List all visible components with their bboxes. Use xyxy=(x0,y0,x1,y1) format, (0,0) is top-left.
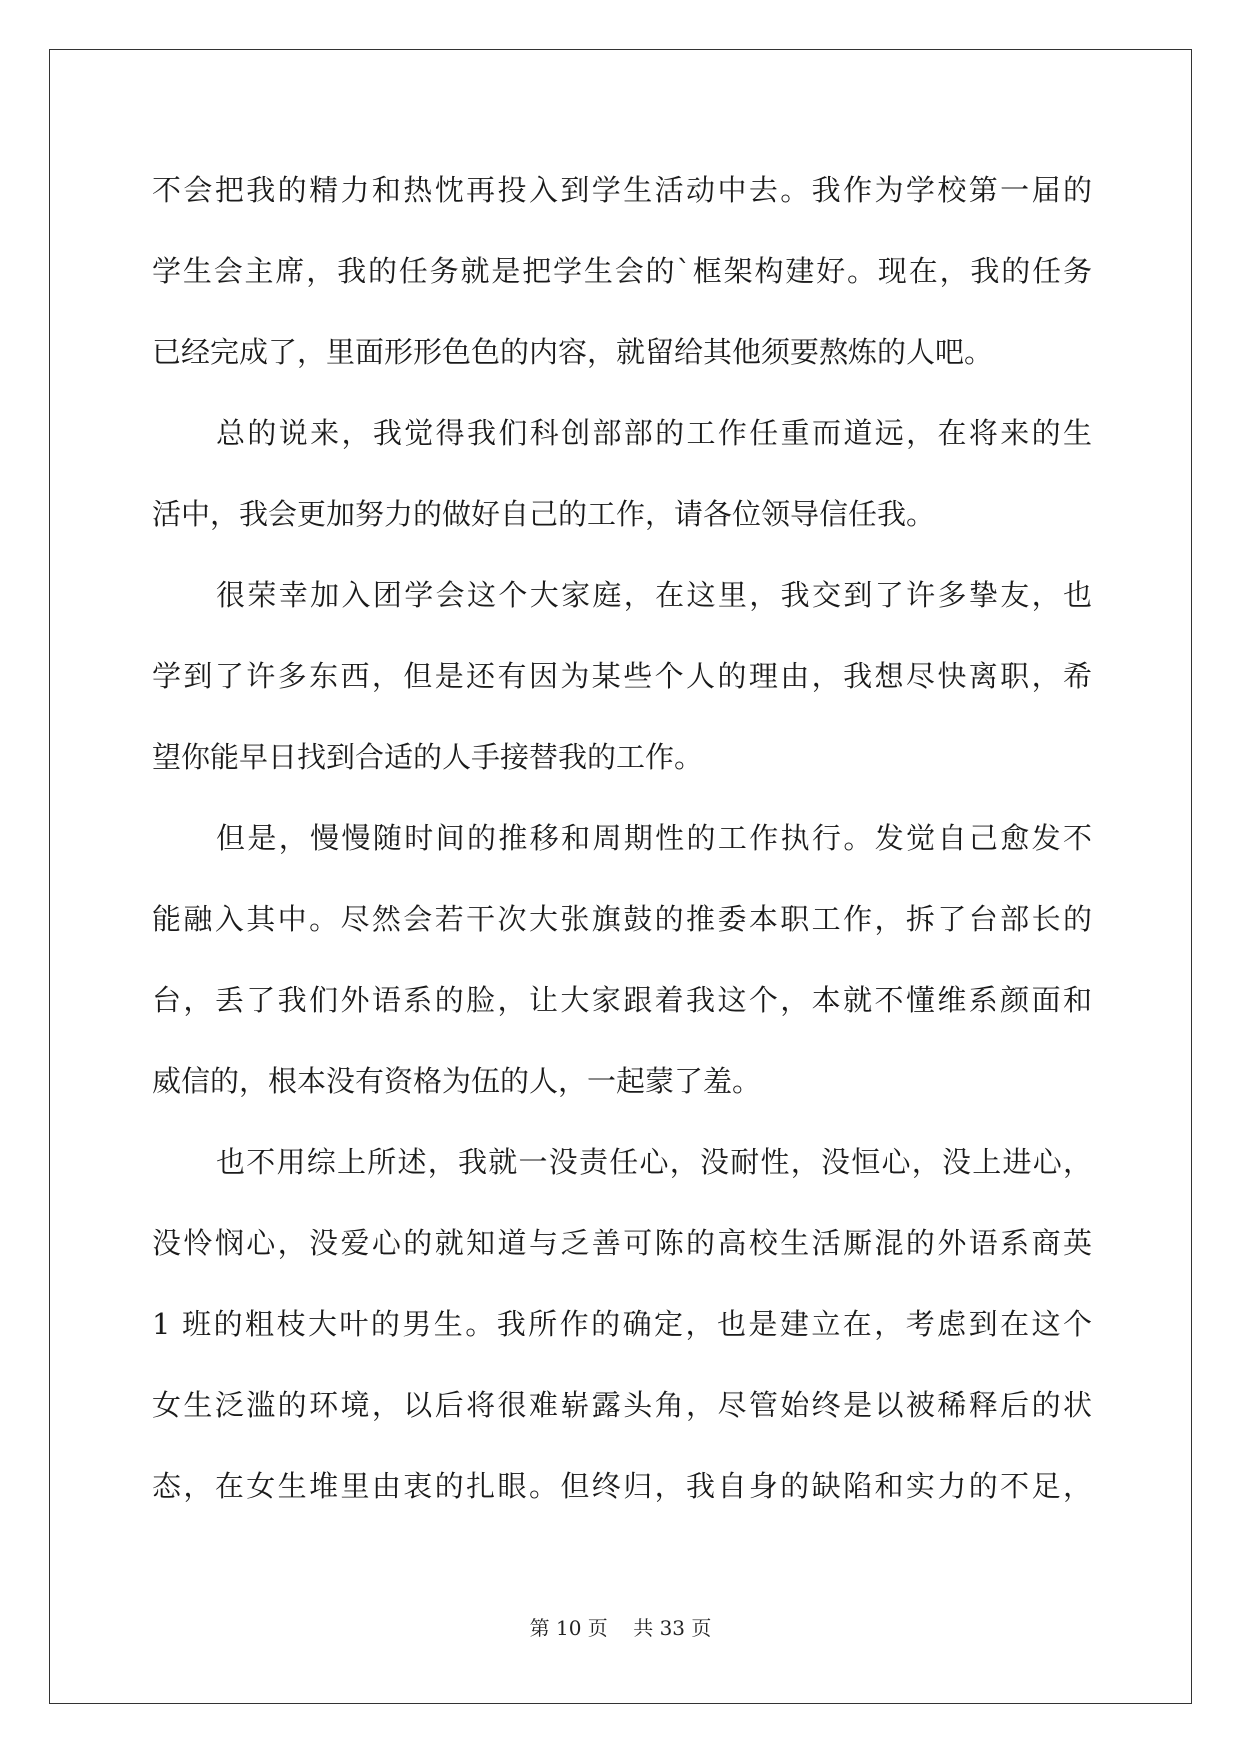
text-line: 1 班的粗枝大叶的男生。我所作的确定，也是建立在，考虑到在这个 xyxy=(152,1307,1092,1341)
text-line: 台，丢了我们外语系的脸，让大家跟着我这个，本就不懂维系颜面和 xyxy=(152,983,1092,1017)
text-line: 望你能早日找到合适的人手接替我的工作。 xyxy=(152,740,704,774)
text-line: 很荣幸加入团学会这个大家庭，在这里，我交到了许多挚友，也 xyxy=(216,578,1092,612)
text-line: 态，在女生堆里由衷的扎眼。但终归，我自身的缺陷和实力的不足， xyxy=(152,1469,1092,1503)
text-line: 没怜悯心，没爱心的就知道与乏善可陈的高校生活厮混的外语系商英 xyxy=(152,1226,1092,1260)
page-footer xyxy=(0,1612,1241,1641)
text-line: 学生会主席，我的任务就是把学生会的`框架构建好。现在，我的任务 xyxy=(152,254,1092,288)
text-line: 也不用综上所述，我就一没责任心，没耐性，没恒心，没上进心， xyxy=(216,1145,1092,1179)
text-line: 威信的，根本没有资格为伍的人，一起蒙了羞。 xyxy=(152,1064,762,1098)
text-line: 活中，我会更加努力的做好自己的工作，请各位领导信任我。 xyxy=(152,497,936,531)
text-line: 已经完成了，里面形形色色的内容，就留给其他须要熬炼的人吧。 xyxy=(152,335,994,369)
text-line: 女生泛滥的环境，以后将很难崭露头角，尽管始终是以被稀释后的状 xyxy=(152,1388,1092,1422)
text-line: 能融入其中。尽然会若干次大张旗鼓的推委本职工作，拆了台部长的 xyxy=(152,902,1092,936)
text-line: 但是，慢慢随时间的推移和周期性的工作执行。发觉自己愈发不 xyxy=(216,821,1092,855)
text-line: 学到了许多东西，但是还有因为某些个人的理由，我想尽快离职，希 xyxy=(152,659,1092,693)
page-total: 共 33 页 xyxy=(633,1616,712,1640)
document-body xyxy=(152,150,1092,1527)
text-line: 不会把我的精力和热忱再投入到学生活动中去。我作为学校第一届的 xyxy=(152,173,1092,207)
text-line: 总的说来，我觉得我们科创部部的工作任重而道远，在将来的生 xyxy=(216,416,1092,450)
page-number: 第 10 页 xyxy=(529,1616,608,1640)
